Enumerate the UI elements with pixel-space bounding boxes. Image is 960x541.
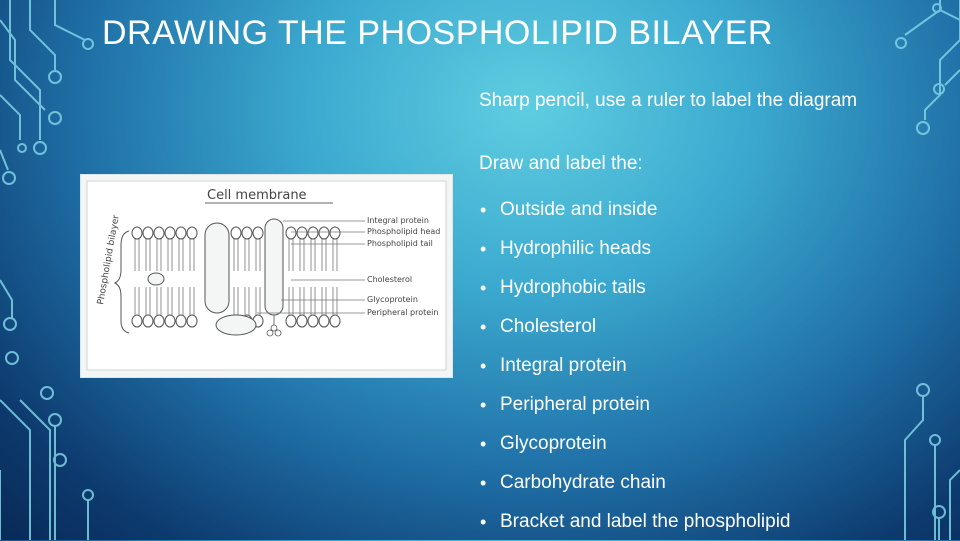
bullet-icon: • bbox=[480, 433, 487, 454]
diagram-label: Integral protein bbox=[367, 216, 429, 225]
slide-title: DRAWING THE PHOSPHOLIPID BILAYER bbox=[102, 14, 773, 52]
diagram-heading: Cell membrane bbox=[207, 188, 307, 203]
bullet-icon: • bbox=[480, 355, 487, 376]
bullet-list bbox=[480, 190, 790, 541]
bullet-icon: • bbox=[480, 316, 487, 337]
list-item: • Hydrophobic tails bbox=[480, 268, 790, 307]
bullet-icon: • bbox=[480, 511, 487, 532]
diagram-label: Peripheral protein bbox=[367, 308, 439, 317]
cholesterol-shape bbox=[148, 273, 164, 285]
peripheral-protein-shape bbox=[216, 315, 256, 335]
list-item: • Peripheral protein bbox=[480, 385, 790, 424]
list-item: • Carbohydrate chain bbox=[480, 463, 790, 502]
diagram-label: Glycoprotein bbox=[367, 295, 418, 304]
diagram-label: Phospholipid tail bbox=[367, 239, 433, 248]
instruction-heading: Draw and label the: bbox=[479, 153, 643, 174]
bullet-icon: • bbox=[480, 472, 487, 493]
diagram-label: Phospholipid head bbox=[367, 227, 441, 236]
list-item: • Glycoprotein bbox=[480, 424, 790, 463]
intro-text: Sharp pencil, use a ruler to label the diagram bbox=[479, 90, 858, 111]
diagram-label: Cholesterol bbox=[367, 275, 413, 284]
integral-protein-shape bbox=[265, 219, 283, 315]
list-item: • Integral protein bbox=[480, 346, 790, 385]
bullet-icon: • bbox=[480, 277, 487, 298]
list-item: • Bracket and label the phospholipid bbox=[480, 502, 790, 541]
list-item: • Hydrophilic heads bbox=[480, 229, 790, 268]
cell-membrane-diagram bbox=[80, 174, 453, 378]
integral-protein-shape bbox=[205, 223, 229, 313]
bullet-icon: • bbox=[480, 199, 487, 220]
bullet-icon: • bbox=[480, 394, 487, 415]
list-item: • Outside and inside bbox=[480, 190, 790, 229]
list-item: • Cholesterol bbox=[480, 307, 790, 346]
membrane-drawing bbox=[81, 175, 452, 377]
bullet-icon: • bbox=[480, 238, 487, 259]
bilayer-side-label: Phospholipid bilayer bbox=[96, 214, 122, 306]
